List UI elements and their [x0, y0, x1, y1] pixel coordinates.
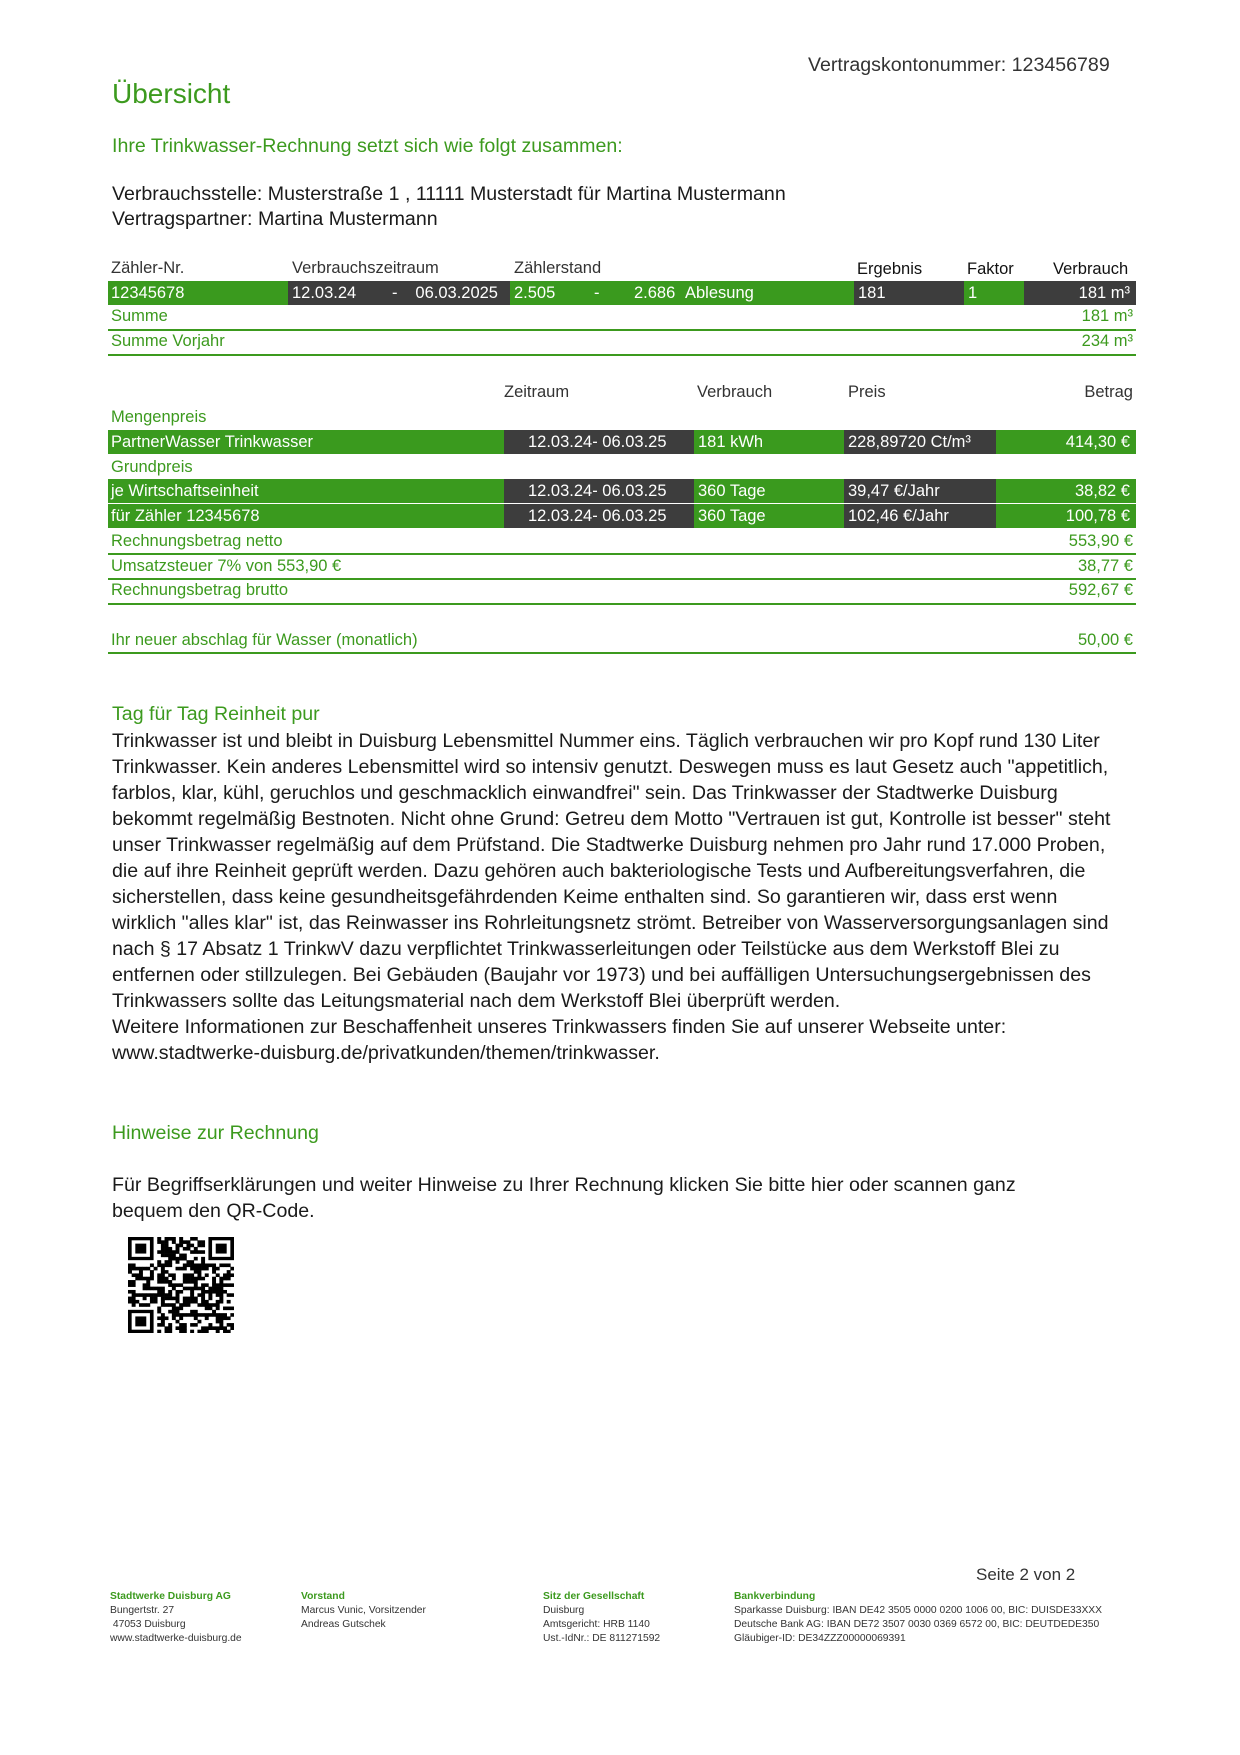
- base-section-label: Grundpreis: [111, 458, 193, 476]
- page-title: Übersicht: [112, 78, 231, 109]
- info-more-text: Weitere Informationen zur Beschaffenheit unseres Trinkwassers finden Sie auf unserer Webseite unter:: [112, 1016, 1007, 1038]
- base-row-amount: 100,78 €: [996, 504, 1136, 528]
- sum-value: 181 m³: [1081, 307, 1133, 325]
- base-row-label: je Wirtschaftseinheit: [108, 479, 504, 503]
- period-separator: -: [392, 284, 398, 302]
- intro-text: Ihre Trinkwasser-Rechnung setzt sich wie folgt zusammen:: [112, 135, 623, 157]
- quantity-row-price: 228,89720 Ct/m³: [844, 430, 996, 454]
- divider: [108, 553, 1136, 555]
- footer-bank-line: Deutsche Bank AG: IBAN DE72 3507 0030 0369 6572 00, BIC: DEUTDEDE350: [734, 1619, 1100, 1630]
- header-meter-no: Zähler-Nr.: [111, 259, 185, 277]
- footer-bank-heading: Bankverbindung: [734, 1591, 816, 1602]
- header-reading: Zählerstand: [514, 259, 602, 277]
- divider: [108, 652, 1136, 654]
- base-row-consumption: 360 Tage: [694, 504, 844, 528]
- notes-body: Für Begriffserklärungen und weiter Hinweise zu Ihrer Rechnung klicken Sie bitte hier oder scannen ganz bequem den QR-Code.: [112, 1174, 1016, 1222]
- notes-heading: Hinweise zur Rechnung: [112, 1122, 319, 1144]
- reading-type: Ablesung: [685, 284, 754, 302]
- divider: [108, 603, 1136, 605]
- footer-bank-line: Sparkasse Duisburg: IBAN DE42 3505 0000 0200 1006 00, BIC: DUISDE33XXX: [734, 1605, 1103, 1616]
- prev-sum-label: Summe Vorjahr: [111, 332, 225, 350]
- reading-to: 2.686: [634, 284, 676, 302]
- footer-board-heading: Vorstand: [301, 1591, 345, 1602]
- quantity-row-label: PartnerWasser Trinkwasser: [108, 430, 504, 454]
- divider: [108, 354, 1136, 356]
- quantity-section-label: Mengenpreis: [111, 408, 207, 426]
- installment-value: 50,00 €: [1077, 631, 1133, 649]
- footer-board-line: Marcus Vunic, Vorsitzender: [301, 1605, 426, 1616]
- header-result: Ergebnis: [857, 260, 923, 278]
- factor-cell: 1: [964, 281, 1024, 305]
- gross-value: 592,67 €: [1068, 581, 1133, 599]
- base-row-period: 12.03.24- 06.03.25: [504, 504, 694, 528]
- account-number: Vertragskontonummer: 123456789: [808, 54, 1110, 76]
- footer-bank-line: Gläubiger-ID: DE34ZZZ00000069391: [734, 1633, 906, 1644]
- header-price: Preis: [848, 383, 886, 401]
- footer-seat-heading: Sitz der Gesellschaft: [543, 1591, 645, 1602]
- info-body-text: Trinkwasser ist und bleibt in Duisburg Lebensmittel Nummer eins. Täglich verbrauchen wir pro Kopf rund 130 Liter Trinkwasser. Kein anderes Lebensmittel wird so intensiv genutzt. Deswegen muss es laut Gesetz auch "appetitlich, farblos, klar, kühl, geruchlos und geschmacklich einwandfrei" sein. Das Trinkwasser der Stadtwerke Duisburg bekommt regelmäßig Bestnoten. Nicht ohne Grund: Getreu dem Motto "Vertrauen ist gut, Kontrolle ist besser" steht unser Trinkwasser regelmäßig auf dem Prüfstand. Die Stadtwerke Duisburg nehmen pro Jahr rund 17.000 Proben, die auf ihre Reinheit geprüft werden. Dazu gehören auch bakteriologische Tests und Aufbereitungsverfahren, die sicherstellen, dass keine gesundheitsgefährdenden Keime enthalten sind. So garantieren wir, dass erst wenn wirklich "alles klar" ist, das Reinwasser ins Rohrleitungsnetz strömt. Betreiber von Wasserversorgungsanlagen sind nach § 17 Absatz 1 TrinkwV dazu verpflichtet Trinkwasserleitungen oder Teilstücke aus dem Werkstoff Blei zu entfernen oder stillzulegen. Bei Gebäuden (Baujahr vor 1973) und bei auffälligen Untersuchungsergebnissen des Trinkwassers sollte das Leitungsmaterial nach dem Werkstoff Blei überprüft werden.: [112, 730, 1111, 1012]
- quantity-row-period: 12.03.24- 06.03.25: [504, 430, 694, 454]
- sum-label: Summe: [111, 307, 168, 325]
- reading-cell: [510, 281, 854, 305]
- footer-seat-line: Amtsgericht: HRB 1140: [543, 1619, 650, 1630]
- base-row-price: 102,46 €/Jahr: [844, 504, 996, 528]
- net-label: Rechnungsbetrag netto: [111, 532, 283, 550]
- period-from: 12.03.24: [292, 284, 357, 302]
- footer-company-city: 47053 Duisburg: [110, 1619, 186, 1630]
- base-row-label: für Zähler 12345678: [108, 504, 504, 528]
- footer-company: [110, 1590, 245, 1646]
- base-row-period: 12.03.24- 06.03.25: [504, 479, 694, 503]
- gross-label: Rechnungsbetrag brutto: [111, 581, 289, 599]
- divider: [108, 578, 1136, 580]
- footer-company-heading: Stadtwerke Duisburg AG: [110, 1591, 231, 1602]
- reading-from: 2.505: [514, 284, 556, 302]
- info-heading: Tag für Tag Reinheit pur: [112, 703, 320, 725]
- base-row-price: 39,47 €/Jahr: [844, 479, 996, 503]
- header-factor: Faktor: [967, 260, 1014, 278]
- consumption-point: Verbrauchsstelle: Musterstraße 1 , 11111 Musterstadt für Martina Mustermann: [112, 183, 786, 205]
- header-price-period: Zeitraum: [504, 383, 570, 401]
- qr-code-icon[interactable]: [128, 1237, 234, 1333]
- footer-seat-line: Duisburg: [543, 1605, 585, 1616]
- footer-bank: [734, 1590, 1109, 1646]
- result-cell: 181: [854, 281, 964, 305]
- quantity-row-amount: 414,30 €: [996, 430, 1136, 454]
- divider: [108, 329, 1136, 331]
- installment-label: Ihr neuer abschlag für Wasser (monatlich): [111, 631, 418, 649]
- base-row-consumption: 360 Tage: [694, 479, 844, 503]
- page-number: Seite 2 von 2: [976, 1565, 1076, 1584]
- period-cell: [288, 281, 510, 305]
- footer-board: [301, 1590, 481, 1632]
- prev-sum-value: 234 m³: [1081, 332, 1133, 350]
- reading-separator: -: [594, 284, 600, 302]
- info-body: [112, 728, 1112, 1066]
- quantity-row-consumption: 181 kWh: [694, 430, 844, 454]
- vat-label: Umsatzsteuer 7% von 553,90 €: [111, 557, 342, 575]
- consumption-cell: 181 m³: [1024, 281, 1136, 305]
- footer-seat: [543, 1590, 713, 1646]
- vat-value: 38,77 €: [1077, 557, 1133, 575]
- net-value: 553,90 €: [1068, 532, 1133, 550]
- header-consumption: Verbrauch: [1053, 260, 1129, 278]
- footer-company-website[interactable]: www.stadtwerke-duisburg.de: [110, 1633, 242, 1644]
- footer-seat-line: Ust.-IdNr.: DE 811271592: [543, 1633, 661, 1644]
- contract-partner: Vertragspartner: Martina Mustermann: [112, 208, 438, 230]
- header-price-consumption: Verbrauch: [697, 383, 773, 401]
- footer-company-street: Bungertstr. 27: [110, 1605, 175, 1616]
- header-period: Verbrauchszeitraum: [292, 259, 439, 277]
- header-amount: Betrag: [1084, 383, 1133, 401]
- period-to: 06.03.2025: [415, 284, 498, 302]
- footer-board-line: Andreas Gutschek: [301, 1619, 386, 1630]
- base-row-amount: 38,82 €: [996, 479, 1136, 503]
- qr-code-graphic: [128, 1237, 234, 1333]
- info-url-link[interactable]: www.stadtwerke-duisburg.de/privatkunden/themen/trinkwasser.: [112, 1042, 660, 1064]
- meter-number-cell: 12345678: [108, 281, 288, 305]
